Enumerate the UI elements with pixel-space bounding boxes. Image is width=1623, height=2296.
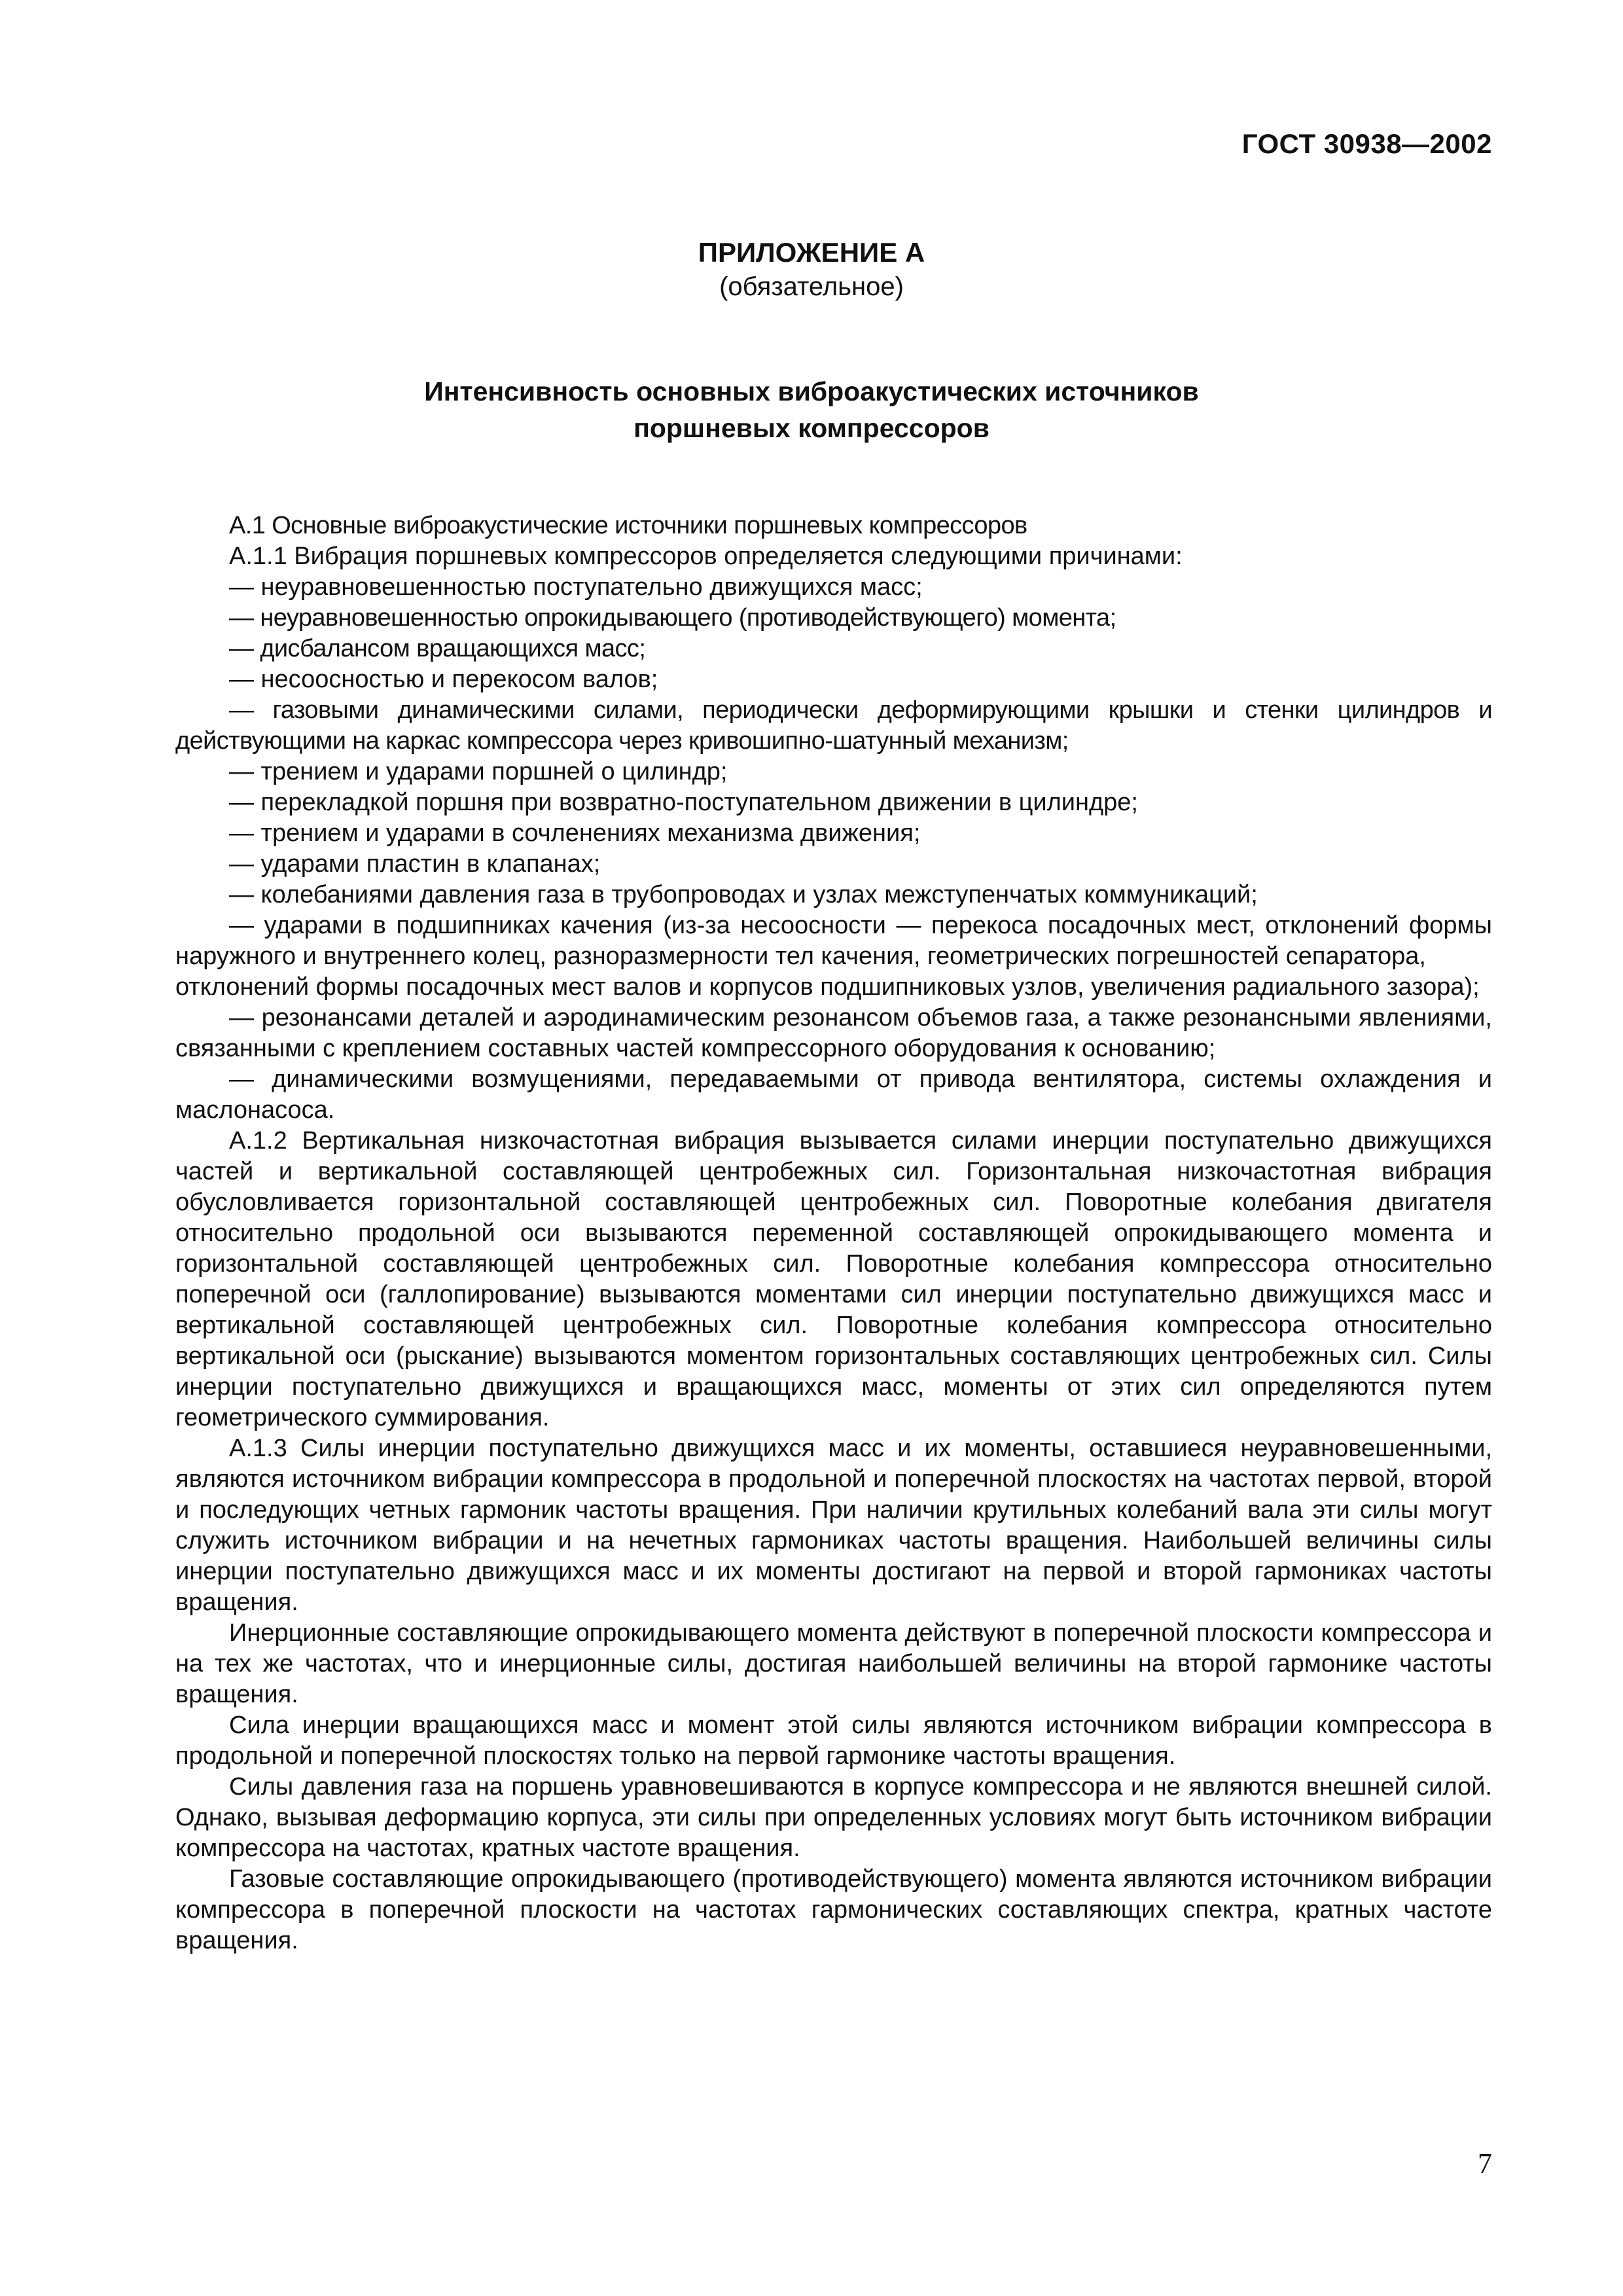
appendix-heading	[0, 236, 1623, 304]
paragraph: Газовые составляющие опрокидывающего (противодействующего) момента являются источником вибрации компрессора в поперечной плоскости на частотах гармонических составляющих спектра, кратных частоте вращения.	[175, 1865, 1492, 1954]
list-item: — дисбалансом вращающихся масс;	[229, 635, 646, 662]
clause-a1-3: А.1.3 Силы инерции поступательно движущихся масс и их моменты, оставшиеся неуравновешенными, являются источником вибрации компрессора в продольной и поперечной плоскостях на частотах первой, второй и последующих четных гармоник частоты вращения. При наличии крутильных колебаний вала эти силы могут служить источником вибрации и на нечетных гармониках частоты вращения. Наибольшей величины силы инерции поступательно движущихся масс и их моменты достигают на первой и второй гармониках частоты вращения.	[175, 1435, 1492, 1616]
list-item: — неуравновешенностью поступательно движущихся масс;	[229, 573, 923, 601]
appendix-status-note: (обязательное)	[719, 272, 904, 301]
list-item-continuation: отклонений формы посадочных мест валов и корпусов подшипниковых узлов, увеличения радиального зазора);	[175, 973, 1480, 1001]
paragraph: Силы давления газа на поршень уравновешиваются в корпусе компрессора и не являются внешней силой. Однако, вызывая деформацию корпуса, эти силы при определенных условиях могут быть источником вибрации компрессора на частотах, кратных частоте вращения.	[175, 1773, 1492, 1862]
list-item: — трением и ударами поршней о цилиндр;	[229, 758, 728, 785]
list-item: — ударами пластин в клапанах;	[229, 850, 601, 878]
list-item: — газовыми динамическими силами, периодически деформирующими крышки и стенки цилиндров и действующими на каркас компрессора через кривошипно-шатунный механизм;	[175, 696, 1492, 755]
clause-a1-2: А.1.2 Вертикальная низкочастотная вибрация вызывается силами инерции поступательно движущихся частей и вертикальной составляющей центробежных сил. Горизонтальная низкочастотная вибрация обусловливается горизонтальной составляющей центробежных сил. Поворотные колебания двигателя относительно продольной оси вызываются переменной составляющей опрокидывающего момента и горизонтальной составляющей центробежных сил. Поворотные колебания компрессора относительно поперечной оси (галлопирование) вызываются моментами сил инерции поступательно движущихся масс и вертикальной составляющей центробежных сил. Поворотные колебания компрессора относительно вертикальной оси (рыскание) вызываются моментом горизонтальных составляющих центробежных сил. Силы инерции поступательно движущихся и вращающихся масс, моменты от этих сил определяются путем геометрического суммирования.	[175, 1127, 1492, 1431]
section-title-line-2: поршневых компрессоров	[633, 413, 990, 443]
section-title	[0, 373, 1623, 446]
list-item: — динамическими возмущениями, передаваемыми от привода вентилятора, системы охлаждения и маслонасоса.	[175, 1066, 1492, 1124]
clause-a1-1: А.1.1 Вибрация поршневых компрессоров определяется следующими причинами:	[229, 543, 1183, 570]
list-item: — трением и ударами в сочленениях механизма движения;	[229, 819, 921, 847]
document-code: ГОСТ 30938—2002	[1241, 128, 1492, 159]
list-item: — перекладкой поршня при возвратно-поступательном движении в цилиндре;	[229, 789, 1138, 816]
paragraph: Сила инерции вращающихся масс и момент этой силы являются источником вибрации компрессора в продольной и поперечной плоскостях только на первой гармонике частоты вращения.	[175, 1712, 1492, 1770]
section-title-line-1: Интенсивность основных виброакустических источников	[424, 376, 1199, 406]
appendix-title: ПРИЛОЖЕНИЕ А	[698, 237, 925, 268]
document-body	[175, 511, 1492, 1956]
paragraph: Инерционные составляющие опрокидывающего момента действуют в поперечной плоскости компрессора и на тех же частотах, что и инерционные силы, достигая наибольшей величины на второй гармонике частоты вращения.	[175, 1619, 1492, 1708]
page-number: 7	[1478, 2147, 1492, 2179]
list-item: — резонансами деталей и аэродинамическим резонансом объемов газа, а также резонансными явлениями, связанными с креплением составных частей компрессорного оборудования к основанию;	[175, 1004, 1492, 1062]
list-item: — несоосностью и перекосом валов;	[229, 666, 658, 693]
list-item: — колебаниями давления газа в трубопроводах и узлах межступенчатых коммуникаций;	[229, 881, 1258, 908]
list-item: — ударами в подшипниках качения (из-за несоосности — перекоса посадочных мест, отклонений формы наружного и внутреннего колец, разноразмерности тел качения, геометрических погрешностей сепаратора,	[175, 912, 1492, 970]
clause-a1-heading: А.1 Основные виброакустические источники поршневых компрессоров	[229, 512, 1027, 539]
list-item: — неуравновешенностью опрокидывающего (противодействующего) момента;	[229, 604, 1116, 632]
